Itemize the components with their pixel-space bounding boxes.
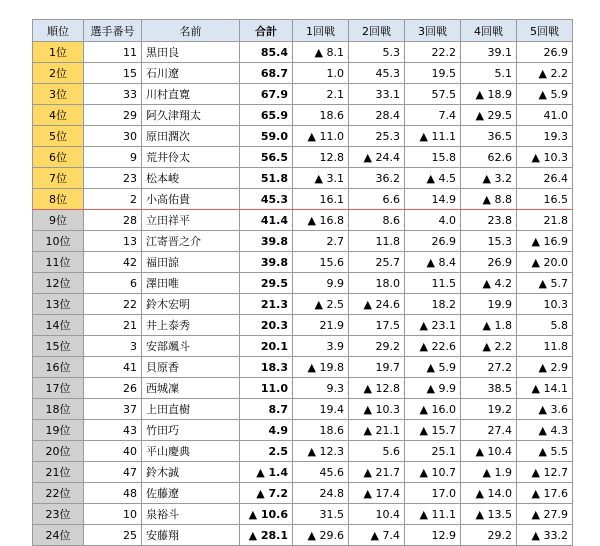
- rank-cell: 6位: [33, 147, 84, 168]
- round-2-cell: ▲ 12.8: [349, 378, 405, 399]
- player-number-cell: 33: [84, 84, 142, 105]
- header-round-2: 2回戦: [349, 20, 405, 42]
- round-1-cell: ▲ 2.5: [293, 294, 349, 315]
- round-4-cell: ▲ 29.5: [461, 105, 517, 126]
- total-cell: 39.8: [240, 252, 293, 273]
- player-number-cell: 6: [84, 273, 142, 294]
- player-number-cell: 3: [84, 336, 142, 357]
- total-cell: 67.9: [240, 84, 293, 105]
- round-5-cell: 11.8: [517, 336, 573, 357]
- player-number-cell: 26: [84, 378, 142, 399]
- player-name-cell: 松本峻: [142, 168, 240, 189]
- round-5-cell: 41.0: [517, 105, 573, 126]
- round-2-cell: ▲ 10.3: [349, 399, 405, 420]
- rank-cell: 16位: [33, 357, 84, 378]
- round-1-cell: 16.1: [293, 189, 349, 210]
- round-4-cell: ▲ 1.8: [461, 315, 517, 336]
- player-number-cell: 13: [84, 231, 142, 252]
- round-4-cell: ▲ 18.9: [461, 84, 517, 105]
- round-4-cell: ▲ 8.8: [461, 189, 517, 210]
- round-2-cell: 11.8: [349, 231, 405, 252]
- round-3-cell: 57.5: [405, 84, 461, 105]
- round-3-cell: ▲ 5.9: [405, 357, 461, 378]
- round-2-cell: 25.7: [349, 252, 405, 273]
- table-row: [33, 504, 573, 525]
- total-cell: ▲ 28.1: [240, 525, 293, 546]
- table-row: [33, 441, 573, 462]
- rank-cell: 1位: [33, 42, 84, 63]
- total-cell: 59.0: [240, 126, 293, 147]
- total-cell: 85.4: [240, 42, 293, 63]
- player-name-cell: 鈴木宏明: [142, 294, 240, 315]
- round-1-cell: ▲ 29.6: [293, 525, 349, 546]
- player-name-cell: 佐藤遼: [142, 483, 240, 504]
- round-3-cell: 7.4: [405, 105, 461, 126]
- round-2-cell: 29.2: [349, 336, 405, 357]
- player-name-cell: 黒田良: [142, 42, 240, 63]
- round-1-cell: 19.4: [293, 399, 349, 420]
- rank-cell: 22位: [33, 483, 84, 504]
- round-5-cell: ▲ 2.9: [517, 357, 573, 378]
- round-5-cell: ▲ 5.7: [517, 273, 573, 294]
- round-3-cell: 4.0: [405, 210, 461, 231]
- round-1-cell: ▲ 8.1: [293, 42, 349, 63]
- total-cell: 39.8: [240, 231, 293, 252]
- player-number-cell: 47: [84, 462, 142, 483]
- round-3-cell: 26.9: [405, 231, 461, 252]
- table-row: [33, 525, 573, 546]
- round-5-cell: 16.5: [517, 189, 573, 210]
- round-4-cell: ▲ 13.5: [461, 504, 517, 525]
- player-name-cell: 貝原香: [142, 357, 240, 378]
- round-1-cell: 18.6: [293, 420, 349, 441]
- total-cell: 11.0: [240, 378, 293, 399]
- table-row: [33, 84, 573, 105]
- player-number-cell: 41: [84, 357, 142, 378]
- round-2-cell: 45.3: [349, 63, 405, 84]
- rank-cell: 11位: [33, 252, 84, 273]
- player-name-cell: 安藤翔: [142, 525, 240, 546]
- round-5-cell: 10.3: [517, 294, 573, 315]
- player-name-cell: 原田潤次: [142, 126, 240, 147]
- round-4-cell: ▲ 4.2: [461, 273, 517, 294]
- round-5-cell: ▲ 12.7: [517, 462, 573, 483]
- round-4-cell: 5.1: [461, 63, 517, 84]
- round-5-cell: 19.3: [517, 126, 573, 147]
- table-row: [33, 42, 573, 63]
- ranking-table-container: [32, 19, 573, 546]
- table-row: [33, 147, 573, 168]
- round-5-cell: 21.8: [517, 210, 573, 231]
- table-row: [33, 357, 573, 378]
- player-name-cell: 澤田唯: [142, 273, 240, 294]
- round-2-cell: ▲ 24.4: [349, 147, 405, 168]
- header-rank: 順位: [33, 20, 84, 42]
- rank-cell: 10位: [33, 231, 84, 252]
- header-player-number: 選手番号: [84, 20, 142, 42]
- round-2-cell: ▲ 24.6: [349, 294, 405, 315]
- round-2-cell: 5.3: [349, 42, 405, 63]
- round-3-cell: ▲ 15.7: [405, 420, 461, 441]
- round-4-cell: 62.6: [461, 147, 517, 168]
- round-1-cell: ▲ 16.8: [293, 210, 349, 231]
- round-3-cell: 12.9: [405, 525, 461, 546]
- total-cell: 18.3: [240, 357, 293, 378]
- round-1-cell: ▲ 3.1: [293, 168, 349, 189]
- player-number-cell: 11: [84, 42, 142, 63]
- round-2-cell: 19.7: [349, 357, 405, 378]
- player-name-cell: 井上泰秀: [142, 315, 240, 336]
- round-2-cell: 17.5: [349, 315, 405, 336]
- table-row: [33, 168, 573, 189]
- round-5-cell: 26.9: [517, 42, 573, 63]
- table-row: [33, 252, 573, 273]
- rank-cell: 5位: [33, 126, 84, 147]
- header-round-5: 5回戦: [517, 20, 573, 42]
- round-1-cell: 9.3: [293, 378, 349, 399]
- round-4-cell: ▲ 2.2: [461, 336, 517, 357]
- ranking-body: [33, 42, 573, 546]
- round-1-cell: 3.9: [293, 336, 349, 357]
- player-name-cell: 石川遼: [142, 63, 240, 84]
- round-3-cell: 22.2: [405, 42, 461, 63]
- round-4-cell: 15.3: [461, 231, 517, 252]
- round-3-cell: 17.0: [405, 483, 461, 504]
- player-name-cell: 川村直寛: [142, 84, 240, 105]
- player-number-cell: 42: [84, 252, 142, 273]
- table-row: [33, 336, 573, 357]
- round-3-cell: 19.5: [405, 63, 461, 84]
- round-2-cell: ▲ 21.7: [349, 462, 405, 483]
- round-3-cell: 18.2: [405, 294, 461, 315]
- round-5-cell: ▲ 10.3: [517, 147, 573, 168]
- total-cell: 20.1: [240, 336, 293, 357]
- player-number-cell: 22: [84, 294, 142, 315]
- rank-cell: 8位: [33, 189, 84, 210]
- rank-cell: 7位: [33, 168, 84, 189]
- round-4-cell: 23.8: [461, 210, 517, 231]
- player-name-cell: 江寄晋之介: [142, 231, 240, 252]
- player-number-cell: 37: [84, 399, 142, 420]
- round-1-cell: 45.6: [293, 462, 349, 483]
- player-name-cell: 荒井伶太: [142, 147, 240, 168]
- round-1-cell: 18.6: [293, 105, 349, 126]
- player-number-cell: 28: [84, 210, 142, 231]
- round-5-cell: ▲ 20.0: [517, 252, 573, 273]
- player-name-cell: 小高佑貴: [142, 189, 240, 210]
- round-5-cell: ▲ 2.2: [517, 63, 573, 84]
- total-cell: 21.3: [240, 294, 293, 315]
- table-row: [33, 294, 573, 315]
- table-row: [33, 210, 573, 231]
- round-1-cell: ▲ 11.0: [293, 126, 349, 147]
- rank-cell: 23位: [33, 504, 84, 525]
- round-2-cell: 5.6: [349, 441, 405, 462]
- table-row: [33, 273, 573, 294]
- round-3-cell: ▲ 8.4: [405, 252, 461, 273]
- table-row: [33, 189, 573, 210]
- total-cell: 2.5: [240, 441, 293, 462]
- round-3-cell: ▲ 22.6: [405, 336, 461, 357]
- player-name-cell: 福田諒: [142, 252, 240, 273]
- header-round-4: 4回戦: [461, 20, 517, 42]
- table-row: [33, 126, 573, 147]
- round-5-cell: ▲ 16.9: [517, 231, 573, 252]
- round-1-cell: 24.8: [293, 483, 349, 504]
- header-name: 名前: [142, 20, 240, 42]
- total-cell: 65.9: [240, 105, 293, 126]
- round-1-cell: ▲ 12.3: [293, 441, 349, 462]
- round-1-cell: 1.0: [293, 63, 349, 84]
- round-4-cell: 36.5: [461, 126, 517, 147]
- round-3-cell: ▲ 16.0: [405, 399, 461, 420]
- rank-cell: 17位: [33, 378, 84, 399]
- player-number-cell: 43: [84, 420, 142, 441]
- player-name-cell: 鈴木誠: [142, 462, 240, 483]
- round-4-cell: 27.4: [461, 420, 517, 441]
- total-cell: 56.5: [240, 147, 293, 168]
- table-row: [33, 399, 573, 420]
- player-name-cell: 竹田巧: [142, 420, 240, 441]
- round-1-cell: 15.6: [293, 252, 349, 273]
- round-4-cell: 38.5: [461, 378, 517, 399]
- total-cell: 8.7: [240, 399, 293, 420]
- rank-cell: 20位: [33, 441, 84, 462]
- round-2-cell: ▲ 7.4: [349, 525, 405, 546]
- round-4-cell: ▲ 14.0: [461, 483, 517, 504]
- round-1-cell: 2.7: [293, 231, 349, 252]
- round-2-cell: 25.3: [349, 126, 405, 147]
- player-number-cell: 30: [84, 126, 142, 147]
- total-cell: 29.5: [240, 273, 293, 294]
- round-2-cell: ▲ 21.1: [349, 420, 405, 441]
- player-number-cell: 40: [84, 441, 142, 462]
- round-4-cell: 26.9: [461, 252, 517, 273]
- round-3-cell: 25.1: [405, 441, 461, 462]
- round-2-cell: 10.4: [349, 504, 405, 525]
- round-3-cell: ▲ 11.1: [405, 504, 461, 525]
- player-number-cell: 10: [84, 504, 142, 525]
- rank-cell: 19位: [33, 420, 84, 441]
- player-number-cell: 21: [84, 315, 142, 336]
- round-3-cell: 15.8: [405, 147, 461, 168]
- round-4-cell: 19.9: [461, 294, 517, 315]
- total-cell: 45.3: [240, 189, 293, 210]
- round-5-cell: 26.4: [517, 168, 573, 189]
- round-5-cell: ▲ 27.9: [517, 504, 573, 525]
- round-5-cell: ▲ 17.6: [517, 483, 573, 504]
- rank-cell: 24位: [33, 525, 84, 546]
- round-5-cell: 5.8: [517, 315, 573, 336]
- round-2-cell: 36.2: [349, 168, 405, 189]
- round-3-cell: 11.5: [405, 273, 461, 294]
- round-3-cell: ▲ 10.7: [405, 462, 461, 483]
- table-row: [33, 483, 573, 504]
- table-row: [33, 462, 573, 483]
- rank-cell: 14位: [33, 315, 84, 336]
- round-1-cell: ▲ 19.8: [293, 357, 349, 378]
- round-4-cell: 19.2: [461, 399, 517, 420]
- round-5-cell: ▲ 3.6: [517, 399, 573, 420]
- round-3-cell: ▲ 23.1: [405, 315, 461, 336]
- round-2-cell: 18.0: [349, 273, 405, 294]
- header-round-3: 3回戦: [405, 20, 461, 42]
- header-total: 合計: [240, 20, 293, 42]
- player-name-cell: 泉裕斗: [142, 504, 240, 525]
- rank-cell: 4位: [33, 105, 84, 126]
- round-3-cell: 14.9: [405, 189, 461, 210]
- player-name-cell: 西城凜: [142, 378, 240, 399]
- table-row: [33, 378, 573, 399]
- round-2-cell: 8.6: [349, 210, 405, 231]
- rank-cell: 12位: [33, 273, 84, 294]
- total-cell: 68.7: [240, 63, 293, 84]
- rank-cell: 15位: [33, 336, 84, 357]
- player-number-cell: 2: [84, 189, 142, 210]
- rank-cell: 3位: [33, 84, 84, 105]
- rank-cell: 9位: [33, 210, 84, 231]
- rank-cell: 13位: [33, 294, 84, 315]
- player-number-cell: 29: [84, 105, 142, 126]
- round-3-cell: ▲ 9.9: [405, 378, 461, 399]
- player-number-cell: 48: [84, 483, 142, 504]
- total-cell: ▲ 10.6: [240, 504, 293, 525]
- player-name-cell: 立田祥平: [142, 210, 240, 231]
- rank-cell: 21位: [33, 462, 84, 483]
- table-row: [33, 315, 573, 336]
- total-cell: 41.4: [240, 210, 293, 231]
- round-2-cell: 28.4: [349, 105, 405, 126]
- total-cell: 20.3: [240, 315, 293, 336]
- player-name-cell: 安部颯斗: [142, 336, 240, 357]
- round-1-cell: 31.5: [293, 504, 349, 525]
- table-row: [33, 105, 573, 126]
- header-row: [33, 20, 573, 42]
- round-4-cell: ▲ 1.9: [461, 462, 517, 483]
- player-number-cell: 23: [84, 168, 142, 189]
- round-5-cell: ▲ 14.1: [517, 378, 573, 399]
- rank-cell: 18位: [33, 399, 84, 420]
- round-5-cell: ▲ 33.2: [517, 525, 573, 546]
- round-1-cell: 9.9: [293, 273, 349, 294]
- round-2-cell: ▲ 17.4: [349, 483, 405, 504]
- table-row: [33, 63, 573, 84]
- round-4-cell: ▲ 10.4: [461, 441, 517, 462]
- round-1-cell: 2.1: [293, 84, 349, 105]
- total-cell: ▲ 7.2: [240, 483, 293, 504]
- ranking-table: [32, 19, 573, 546]
- round-2-cell: 6.6: [349, 189, 405, 210]
- round-1-cell: 21.9: [293, 315, 349, 336]
- table-row: [33, 231, 573, 252]
- round-5-cell: ▲ 5.9: [517, 84, 573, 105]
- round-4-cell: 39.1: [461, 42, 517, 63]
- header-round-1: 1回戦: [293, 20, 349, 42]
- round-4-cell: 29.2: [461, 525, 517, 546]
- round-2-cell: 33.1: [349, 84, 405, 105]
- rank-cell: 2位: [33, 63, 84, 84]
- round-4-cell: 27.2: [461, 357, 517, 378]
- player-number-cell: 15: [84, 63, 142, 84]
- round-5-cell: ▲ 4.3: [517, 420, 573, 441]
- round-3-cell: ▲ 4.5: [405, 168, 461, 189]
- round-1-cell: 12.8: [293, 147, 349, 168]
- table-row: [33, 420, 573, 441]
- player-name-cell: 阿久津翔太: [142, 105, 240, 126]
- player-name-cell: 平山慶典: [142, 441, 240, 462]
- player-name-cell: 上田直樹: [142, 399, 240, 420]
- round-5-cell: ▲ 5.5: [517, 441, 573, 462]
- round-4-cell: ▲ 3.2: [461, 168, 517, 189]
- player-number-cell: 9: [84, 147, 142, 168]
- player-number-cell: 25: [84, 525, 142, 546]
- total-cell: ▲ 1.4: [240, 462, 293, 483]
- total-cell: 4.9: [240, 420, 293, 441]
- total-cell: 51.8: [240, 168, 293, 189]
- round-3-cell: ▲ 11.1: [405, 126, 461, 147]
